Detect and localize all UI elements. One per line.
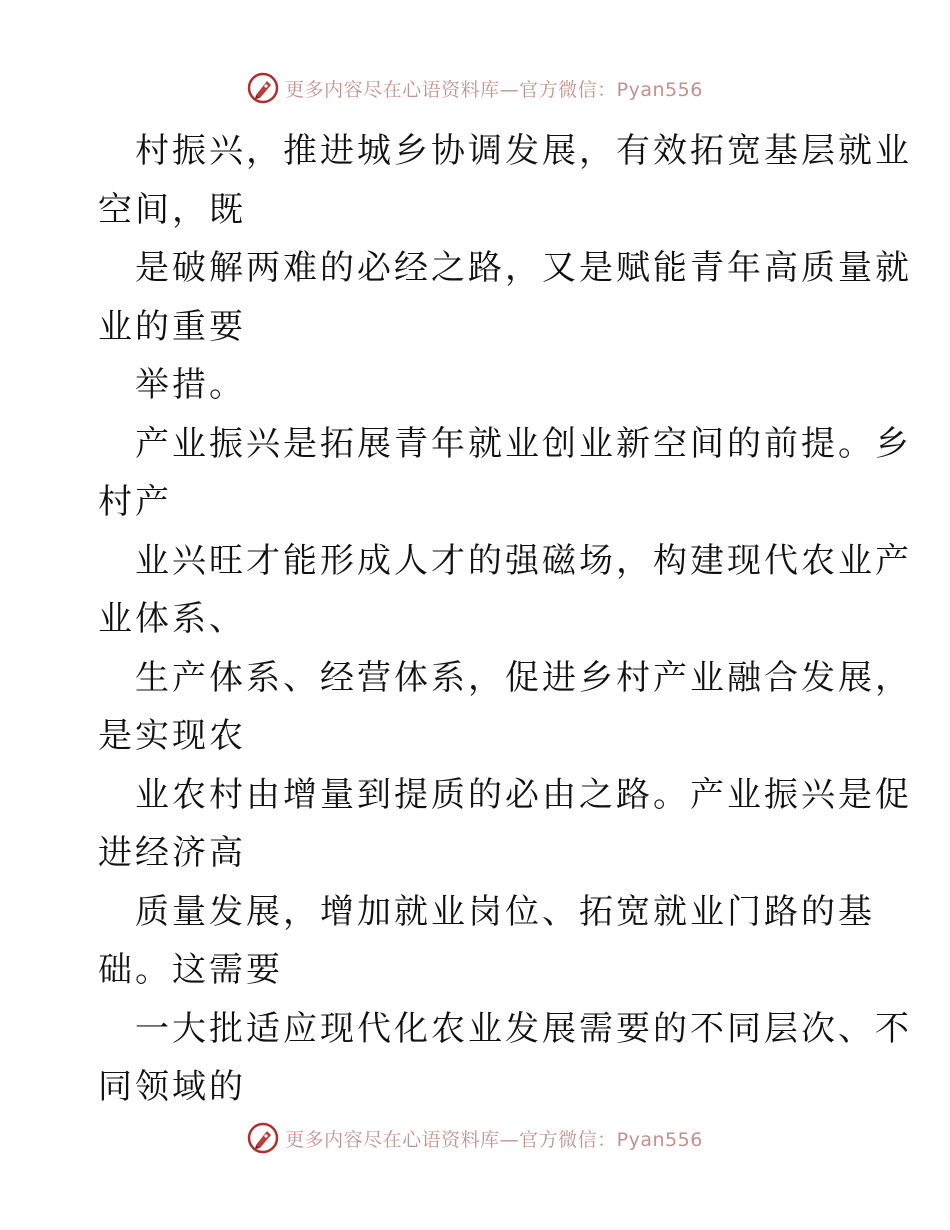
paragraph-line: 产业振兴是拓展青年就业创业新空间的前提。乡 [135, 423, 912, 464]
paragraph-line: 业农村由增量到提质的必由之路。产业振兴是促 [135, 774, 912, 815]
paragraph-line: 空间，既 [98, 189, 246, 230]
footer-watermark-text: 更多内容尽在心语资料库—官方微信：Pyan556 [285, 1128, 703, 1151]
paragraph-line: 业体系、 [98, 599, 246, 639]
pen-tip-logo-icon [247, 72, 279, 104]
paragraph-line: 村产 [98, 482, 172, 522]
paragraph-line: 村振兴，推进城乡协调发展，有效拓宽基层就业 [135, 131, 912, 171]
paragraph-line: 础。这需要 [98, 950, 283, 990]
document-body [98, 122, 912, 1117]
paragraph-line: 进经济高 [98, 833, 246, 873]
footer-watermark-banner [0, 1122, 950, 1154]
paragraph-line: 是破解两难的必经之路，又是赋能青年高质量就 [135, 248, 912, 288]
paragraph-line: 质量发展，增加就业岗位、拓宽就业门路的基 [135, 891, 875, 932]
header-watermark-text: 更多内容尽在心语资料库—官方微信：Pyan556 [285, 78, 703, 101]
paragraph-line: 同领域的 [98, 1067, 246, 1107]
pen-tip-logo-icon [247, 1122, 279, 1154]
header-watermark-banner [0, 72, 950, 104]
paragraph-line: 业兴旺才能形成人才的强磁场，构建现代农业产 [135, 540, 912, 581]
paragraph-line: 是实现农 [98, 716, 246, 756]
paragraph-line: 一大批适应现代化农业发展需要的不同层次、不 [135, 1008, 912, 1049]
paragraph-line: 业的重要 [98, 306, 246, 347]
paragraph-line: 生产体系、经营体系，促进乡村产业融合发展， [135, 657, 912, 698]
paragraph-line: 举措。 [135, 365, 246, 405]
